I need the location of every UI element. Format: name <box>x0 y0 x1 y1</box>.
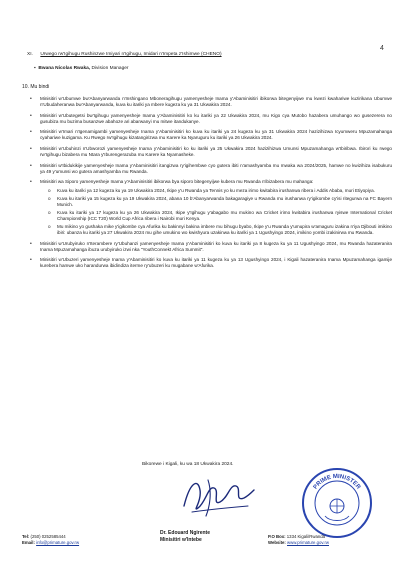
website-label: Website: <box>268 540 286 545</box>
seal-text: PRIME MINISTER <box>312 473 362 491</box>
bullet-icon: ▪ <box>34 66 38 71</box>
item-text: Minisitiri w'Ibidukikije yamenyesheje Inama y'Abaminisitiri itangizwa ry'igihembwe cyo gutera ibiti n'amashyamba mu mwaka wa 2024/2025, hamwe no kwizihiza isabukuru ya 49 y'umunsi wo gutera amashyamba mu Rwanda. <box>40 162 392 174</box>
section-xi-heading <box>27 52 387 58</box>
bullet-icon: • <box>30 257 32 264</box>
section-xi-number: XI. <box>27 52 33 57</box>
list-item <box>30 113 392 125</box>
item-text: Minisitiri w'Ubuhinzi n'Ubworozi yamenyesheje Inama y'Abaminisitiri ko ku itariki ya 25 Ukwakira 2024 hazizihizwa Umunsi Mpuzamahanga w'Ibiribwa. Ibirori ku rwego rw'Igihugu bizabera mu Ntara y'Iburengerazuba mu Karere ka Nyamasheke. <box>40 146 392 158</box>
circle-bullet-icon: o <box>48 187 51 193</box>
sub-list-item <box>48 224 392 236</box>
email-link[interactable]: info@primature.gov.rw <box>36 540 80 545</box>
announcements-list <box>30 96 392 274</box>
pobox-value: 1334 Kigali/Rwanda <box>286 534 326 539</box>
page-number: 4 <box>380 45 384 52</box>
website-link[interactable]: www.primature.gov.rw <box>287 540 329 545</box>
item-text: Minisitiri w'Ubuzeri yamenyesheje Inama y'Abaminisitiri ko kuva ku itariki ya 11 kugeza ku ya 13 Ugushyingo 2024, i Kigali hazateranira Inama Mpuzamahanga igamije kurebera hamwe uko harandurwa ibidindiza iterme ry'ubuzeri ku mugabane w'Afurika. <box>40 257 392 269</box>
circle-bullet-icon: o <box>48 195 51 201</box>
sub-item-text: Kuva ku itariki ya 12 kugeza ku ya 19 Ukwakira 2024, Ikipe y'u Rwanda ya Tennis yo ku meza irimo kwitabira irushanwa ribera i Addis Ababa, muri Etiyopiya. <box>57 187 375 193</box>
appointee-role: Division Manager <box>91 66 129 71</box>
circle-bullet-icon: o <box>48 224 51 229</box>
signer-title: Minisitiri w'Intebe <box>160 536 202 543</box>
list-item <box>30 129 392 141</box>
appointee-entry <box>34 66 129 72</box>
signer-name: Dr. Edouard Ngirente <box>160 530 211 536</box>
pobox-label: P.O Box: <box>268 534 286 539</box>
tel-label: Tel: <box>22 534 30 539</box>
sub-item-text: Mu mikino yo gushaka mike y'igikombe cya Afurika ku bakinnyi bakina imbere mu bihugu byabo, Ikipe y'u Rwanda y'umupira w'amaguru izakina n'iya Djibouti imikino ibiri: ubanza ku itariki ya 27 Ukwakira 2024 mu gihe umukino wo kwishyura uzakinwa ku itariki ya 1 Ugushyingo 2024, imikino yombi izakinirwa mu Rwanda. <box>57 224 392 236</box>
sub-list-item <box>48 188 392 194</box>
bullet-icon: • <box>30 179 32 186</box>
section-xi-title: Urwego rw'Igihugu Rushinzwe Imiyari n'Igihugu, Imidari n'Impeta z'Ishimwe (CHENO) <box>40 52 222 57</box>
section-10-heading: 10. Mu bindi <box>22 84 50 90</box>
sub-item-text: Kuva ku itariki ya 15 kugeza ku ya 19 Ukwakira 2024, abana 10 b'Abanyarwanda bakagaragiye u Rwanda mu irushanwa ry'igikombe cy'isi ritegurwa na FC Bayern Munich. <box>57 195 392 207</box>
bullet-icon: • <box>30 240 32 247</box>
place-date: Bikorewe i Kigali, ku wa 18 Ukwakira 2024. <box>142 462 234 467</box>
list-item <box>30 257 392 269</box>
handwritten-signature <box>178 472 258 520</box>
list-item <box>30 163 392 175</box>
list-item <box>30 146 392 158</box>
appointee-name: Bwana Nicolas Rwaka, <box>38 66 91 71</box>
list-item <box>30 96 392 108</box>
prime-minister-seal <box>300 466 374 540</box>
sub-item-text: Kuva ku itariki ya 17 kugeza ku ya 26 Ukwakira 2024, Ikipe y'Igihugu y'abagabo mu mukino wa Cricket irimo kwitabira irushanwa ryiswe International Cricket Championship (ICC T20) World Cup Africa ribera i Nairobi muri Kenya. <box>57 209 392 221</box>
item-text: Minisitiri wa Siporo yamenyesheje Inama y'Abaminisitiri ibikorwa bya siporo bitegenyijwe kubera mu Rwanda n'ibizabera mu mahanga: <box>40 179 314 185</box>
sub-list-item <box>48 210 392 222</box>
item-text: Minisitiri w'Imari n'Igenamigambi yamenyesheje Inama y'Abaminisitiri ko kuva ku itariki ya 24 kugeza ku ya 31 Ukwakira 2024 hazizihizwa Icyumweru Mpuzamahanga cyahariwe kuzigama. Ku Rwego rw'Igihugu kizatangirizwa mu Karere ka Nyaruguru ku itariki ya 26 Ukwakira 2024. <box>40 129 392 141</box>
item-text: Minisitiri w'Ubumwe bw'Abanyarwanda n'Inshingano Mboneragihugu yamenyesheje Inama y'Abaminisitiri ibikorwa bitegenyijwe mu kwezi kwahariwe kuzirikana Ubumwe n'Ubudaheranwa bw'Abanyarwanda, kuva ku itariki ya mbere kugeza ku ya 31 Ukwakira 2024. <box>40 96 392 108</box>
bullet-icon: • <box>30 112 32 119</box>
circle-bullet-icon: o <box>48 209 51 215</box>
email-label: Email: <box>22 540 35 545</box>
item-text: Minisitiri w'Urubyiruko n'Iterambere ry'Ubuhanzi yamenyesheje Inama y'Abaminisitiri ko kuva ku itariki ya 8 kugeza ku ya 11 Ugushyingo 2024, mu Rwanda hazateranira Inama Mpuzamahanga ibuza urubyiruko izwi nka "YouthConnekt Africa Summit". <box>40 240 392 252</box>
bullet-icon: • <box>30 146 32 153</box>
bullet-icon: • <box>30 96 32 102</box>
list-item <box>30 179 392 236</box>
list-item <box>30 241 392 253</box>
letterhead-footer <box>22 534 388 546</box>
bullet-icon: • <box>30 162 32 169</box>
item-text: Minisitiri w'Ubutegetsi bw'Igihugu yamenyesheje Inama y'Abaminisitiri ko ku itariki ya 22 Ukwakira 2024, mu Kigo cya Mutobo hazabera umuhango wo gusezerera no gusubiza mu buzima busanzwe abahoze ari abarwanyi mu mitwe itandukanye. <box>40 112 392 124</box>
sub-list-item <box>48 196 392 208</box>
bullet-icon: • <box>30 129 32 136</box>
tel-value: (250) 0252585444 <box>30 534 66 539</box>
